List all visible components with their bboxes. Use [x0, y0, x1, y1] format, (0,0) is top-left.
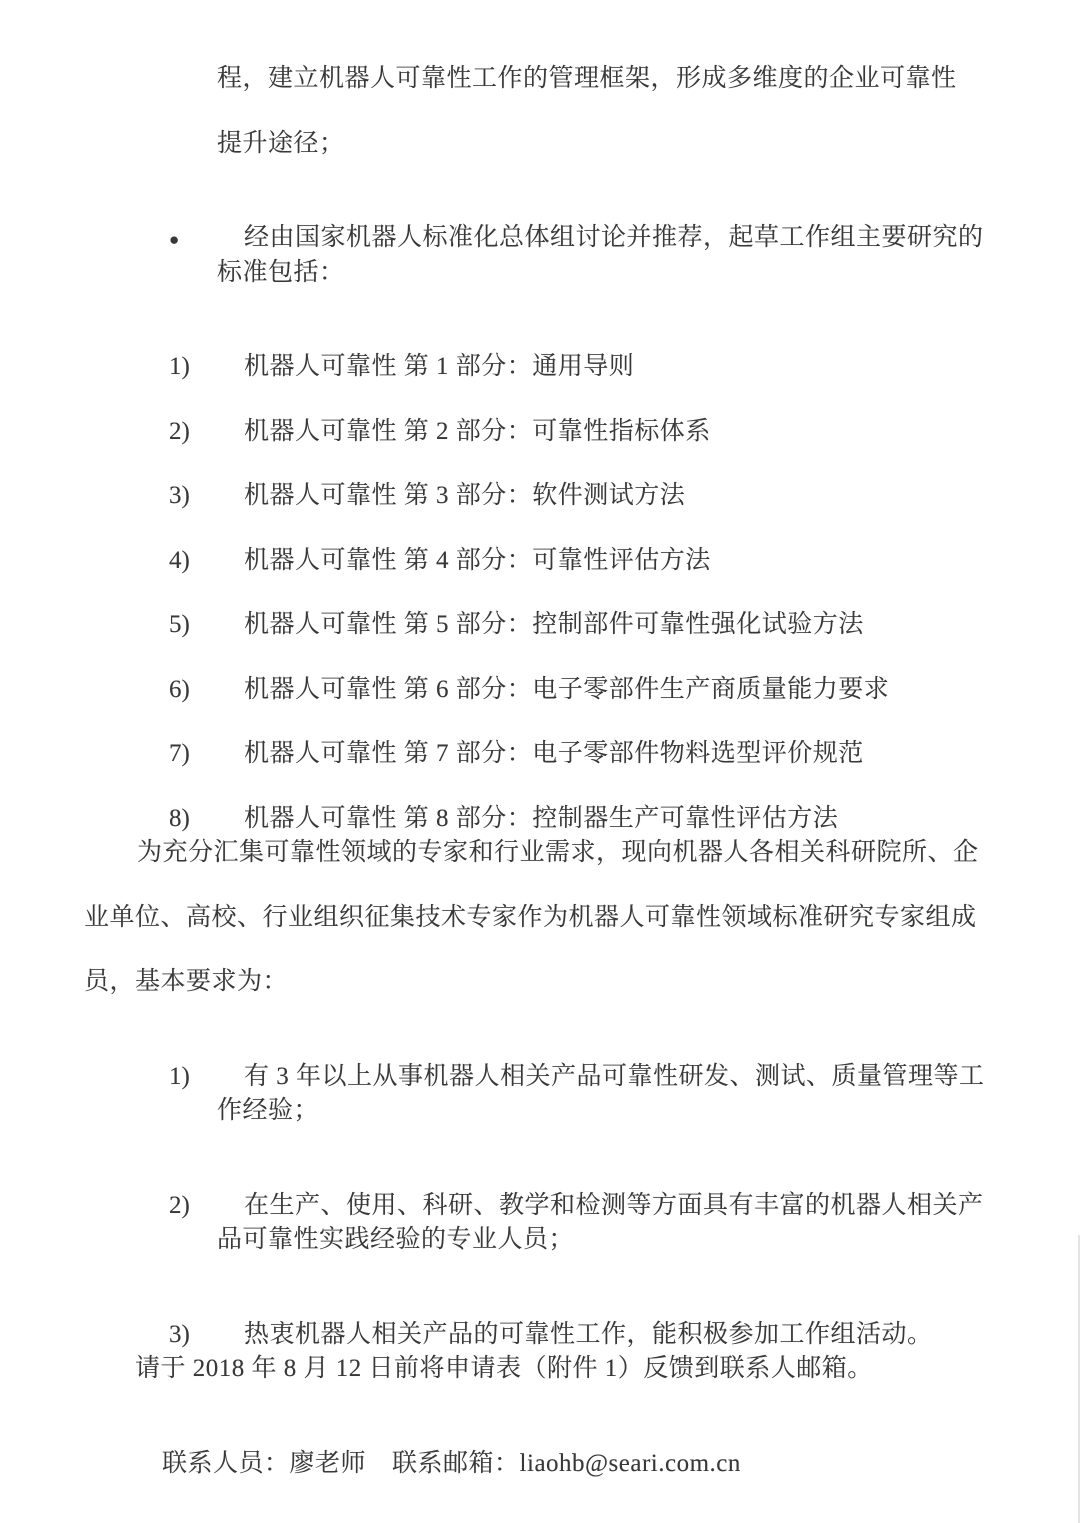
- standards-item-7-text: 机器人可靠性 第 7 部分：电子零部件物料选型评价规范: [244, 740, 864, 767]
- standards-item-6-text: 机器人可靠性 第 6 部分：电子零部件生产商质量能力要求: [244, 676, 890, 703]
- bullet-item-line-2: 标准包括：: [217, 259, 345, 286]
- contact-email: liaohb@seari.com.cn: [519, 1450, 741, 1477]
- list-number: 2): [169, 1192, 190, 1219]
- contact-line: [135, 1419, 741, 1509]
- carryover-line-1: 程，建立机器人可靠性工作的管理框架，形成多维度的企业可靠性: [217, 65, 957, 92]
- requirement-item-2-line-1: 在生产、使用、科研、教学和检测等方面具有丰富的机器人相关产: [244, 1192, 984, 1219]
- list-number: 3): [169, 1321, 190, 1348]
- requirement-item-3-line-1: 热衷机器人相关产品的可靠性工作，能积极参加工作组活动。: [244, 1321, 933, 1348]
- requirement-item-2-line-2: 品可靠性实践经验的专业人员；: [217, 1226, 575, 1253]
- recruit-paragraph-line-3: 员，基本要求为：: [84, 968, 289, 995]
- requirement-item-1-line-2: 作经验；: [217, 1097, 320, 1124]
- recruit-paragraph-line-2: 业单位、高校、行业组织征集技术专家作为机器人可靠性领域标准研究专家组成: [84, 904, 977, 931]
- list-number: 1): [169, 1063, 190, 1090]
- bullet-item-line-1: 经由国家机器人标准化总体组讨论并推荐，起草工作组主要研究的: [244, 224, 984, 251]
- standards-item-5-text: 机器人可靠性 第 5 部分：控制部件可靠性强化试验方法: [244, 611, 864, 638]
- standards-item-3-text: 机器人可靠性 第 3 部分：软件测试方法: [244, 482, 686, 509]
- deadline-line: 请于 2018 年 8 月 12 日前将申请表（附件 1）反馈到联系人邮箱。: [135, 1355, 873, 1382]
- list-number: 8): [169, 805, 190, 832]
- standards-item-2-text: 机器人可靠性 第 2 部分：可靠性指标体系: [244, 418, 711, 445]
- list-number: 2): [169, 418, 190, 445]
- contact-name: 廖老师: [289, 1450, 367, 1477]
- list-number: 5): [169, 611, 190, 638]
- email-label: 联系邮箱：: [392, 1450, 520, 1477]
- recruit-paragraph-line-1: 为充分汇集可靠性领域的专家和行业需求，现向机器人各相关科研院所、企: [137, 839, 979, 866]
- list-number: 7): [169, 740, 190, 767]
- bullet-icon: ●: [169, 230, 180, 249]
- standards-item-4-text: 机器人可靠性 第 4 部分：可靠性评估方法: [244, 547, 711, 574]
- list-number: 3): [169, 482, 190, 509]
- requirement-item-1-line-1: 有 3 年以上从事机器人相关产品可靠性研发、测试、质量管理等工: [244, 1063, 985, 1090]
- standards-item-1-text: 机器人可靠性 第 1 部分：通用导则: [244, 353, 635, 380]
- list-number: 4): [169, 547, 190, 574]
- list-number: 6): [169, 676, 190, 703]
- list-number: 1): [169, 353, 190, 380]
- standards-item-8-text: 机器人可靠性 第 8 部分：控制器生产可靠性评估方法: [244, 805, 839, 832]
- contact-label: 联系人员：: [162, 1450, 290, 1477]
- carryover-line-2: 提升途径；: [217, 130, 345, 157]
